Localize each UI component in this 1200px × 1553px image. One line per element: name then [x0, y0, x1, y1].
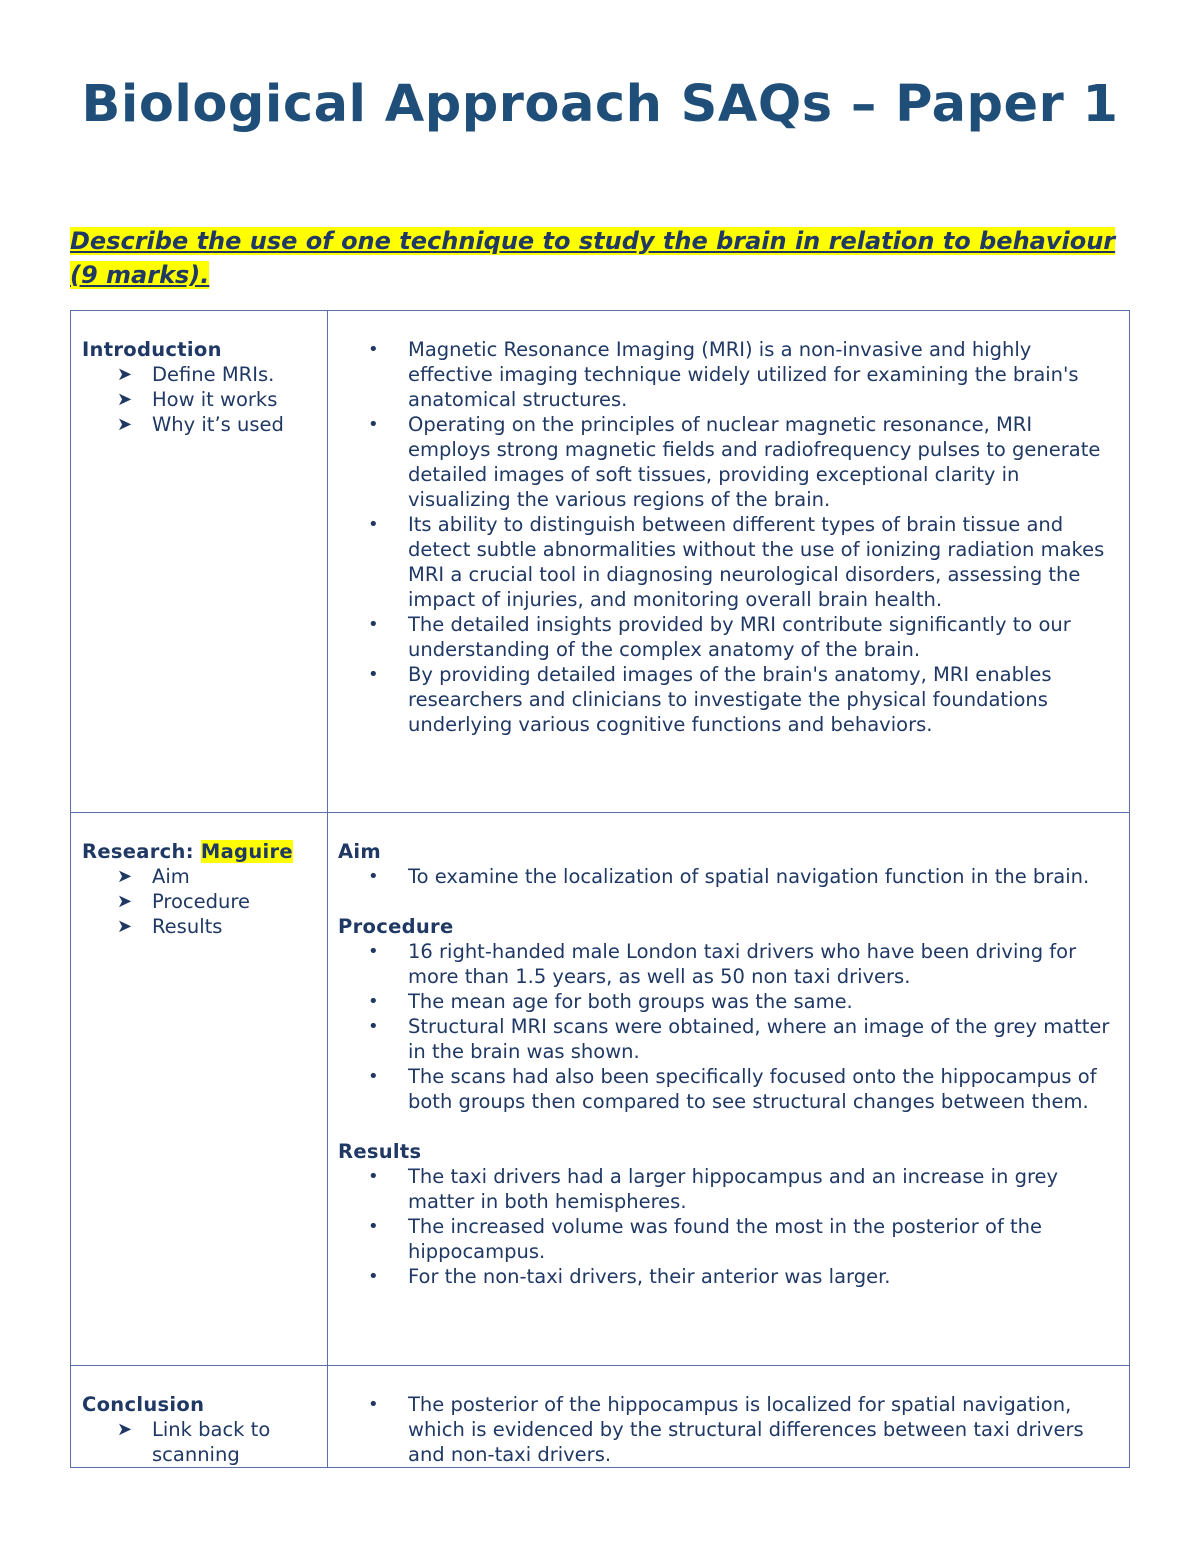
answer-list	[338, 1392, 1115, 1467]
list-item: • To examine the localization of spatial navigation function in the brain.	[368, 865, 1090, 888]
left-cell-conclusion	[71, 1366, 328, 1468]
arrow-bullet-icon: ➤	[117, 891, 133, 912]
answer-list	[338, 337, 1115, 737]
list-item: • The scans had also been specifically focused onto the hippocampus of both groups then compared to see structural changes between them.	[368, 1065, 1097, 1113]
list-item: • Its ability to distinguish between different types of brain tissue and detect subtle abnormalities without the use of ionizing radiation makes MRI a crucial tool in diagnosing neurological disorders, assessing the impact of injuries, and monitoring overall brain health.	[368, 513, 1105, 611]
arrow-bullet-icon: ➤	[117, 1419, 133, 1440]
question-prompt	[70, 224, 1140, 292]
arrow-bullet-icon: ➤	[117, 389, 133, 410]
results-list	[338, 1164, 1115, 1289]
bullet-icon: •	[368, 339, 379, 360]
aim-list	[338, 864, 1115, 889]
list-item: ➤ Why it’s used	[117, 413, 284, 436]
arrow-bullet-icon: ➤	[117, 414, 133, 435]
arrow-bullet-icon: ➤	[117, 916, 133, 937]
bullet-icon: •	[368, 941, 379, 962]
procedure-list	[338, 939, 1115, 1114]
list-item: • The detailed insights provided by MRI contribute significantly to our understanding of the complex anatomy of the brain.	[368, 613, 1071, 661]
list-item: • For the non-taxi drivers, their anterior was larger.	[368, 1265, 891, 1288]
right-cell-conclusion	[328, 1366, 1130, 1468]
list-item: • 16 right-handed male London taxi drivers who have been driving for more than 1.5 years, as well as 50 non taxi drivers.	[368, 940, 1077, 988]
bullet-icon: •	[368, 664, 379, 685]
bullet-icon: •	[368, 1394, 379, 1415]
left-cell-introduction	[71, 311, 328, 813]
bullet-icon: •	[368, 1066, 379, 1087]
arrow-bullet-icon: ➤	[117, 364, 133, 385]
list-item: ➤ Aim	[117, 865, 190, 888]
bullet-icon: •	[368, 414, 379, 435]
bullet-icon: •	[368, 1166, 379, 1187]
list-item: ➤ Results	[117, 915, 223, 938]
list-item: • The taxi drivers had a larger hippocampus and an increase in grey matter in both hemispheres.	[368, 1165, 1059, 1213]
section-heading: Introduction	[82, 338, 222, 361]
results-heading: Results	[338, 1140, 422, 1163]
left-cell-research	[71, 813, 328, 1366]
answer-table	[70, 310, 1130, 1468]
highlighted-researcher: Maguire	[200, 840, 293, 863]
right-cell-introduction	[328, 311, 1130, 813]
bullet-icon: •	[368, 866, 379, 887]
list-item: ➤ Procedure	[117, 890, 250, 913]
bullet-icon: •	[368, 614, 379, 635]
question-text: Describe the use of one technique to study the brain in relation to behaviour (9 marks).	[70, 227, 1116, 289]
list-item: • By providing detailed images of the brain's anatomy, MRI enables researchers and clinicians to investigate the physical foundations underlying various cognitive functions and behaviors.	[368, 663, 1052, 736]
page-title: Biological Approach SAQs – Paper 1	[81, 75, 1119, 134]
aim-heading: Aim	[338, 840, 381, 863]
section-heading: Conclusion	[82, 1393, 205, 1416]
procedure-heading: Procedure	[338, 915, 454, 938]
list-item: ➤ Define MRIs.	[117, 363, 275, 386]
table-row-research	[71, 813, 1130, 1366]
bullet-icon: •	[368, 1266, 379, 1287]
list-item: • Operating on the principles of nuclear magnetic resonance, MRI employs strong magnetic fields and radiofrequency pulses to generate detailed images of soft tissues, providing exceptional clarity in visualizing the various regions of the brain.	[368, 413, 1101, 511]
guide-list	[82, 362, 317, 437]
list-item: • Magnetic Resonance Imaging (MRI) is a non-invasive and highly effective imaging technique widely utilized for examining the brain's anatomical structures.	[368, 338, 1079, 411]
bullet-icon: •	[368, 1016, 379, 1037]
list-item: • The posterior of the hippocampus is localized for spatial navigation, which is evidenced by the structural differences between taxi drivers and non-taxi drivers.	[368, 1393, 1084, 1466]
list-item: • The increased volume was found the most in the posterior of the hippocampus.	[368, 1215, 1043, 1263]
right-cell-research	[328, 813, 1130, 1366]
list-item: • The mean age for both groups was the same.	[368, 990, 853, 1013]
table-row-introduction	[71, 311, 1130, 813]
bullet-icon: •	[368, 1216, 379, 1237]
section-heading: Research: Maguire	[82, 840, 293, 863]
list-item: • Structural MRI scans were obtained, where an image of the grey matter in the brain was shown.	[368, 1015, 1110, 1063]
bullet-icon: •	[368, 514, 379, 535]
bullet-icon: •	[368, 991, 379, 1012]
list-item: ➤ Link back to scanning	[117, 1418, 271, 1466]
arrow-bullet-icon: ➤	[117, 866, 133, 887]
table-row-conclusion	[71, 1366, 1130, 1468]
guide-list	[82, 864, 317, 939]
guide-list	[82, 1417, 317, 1467]
list-item: ➤ How it works	[117, 388, 278, 411]
